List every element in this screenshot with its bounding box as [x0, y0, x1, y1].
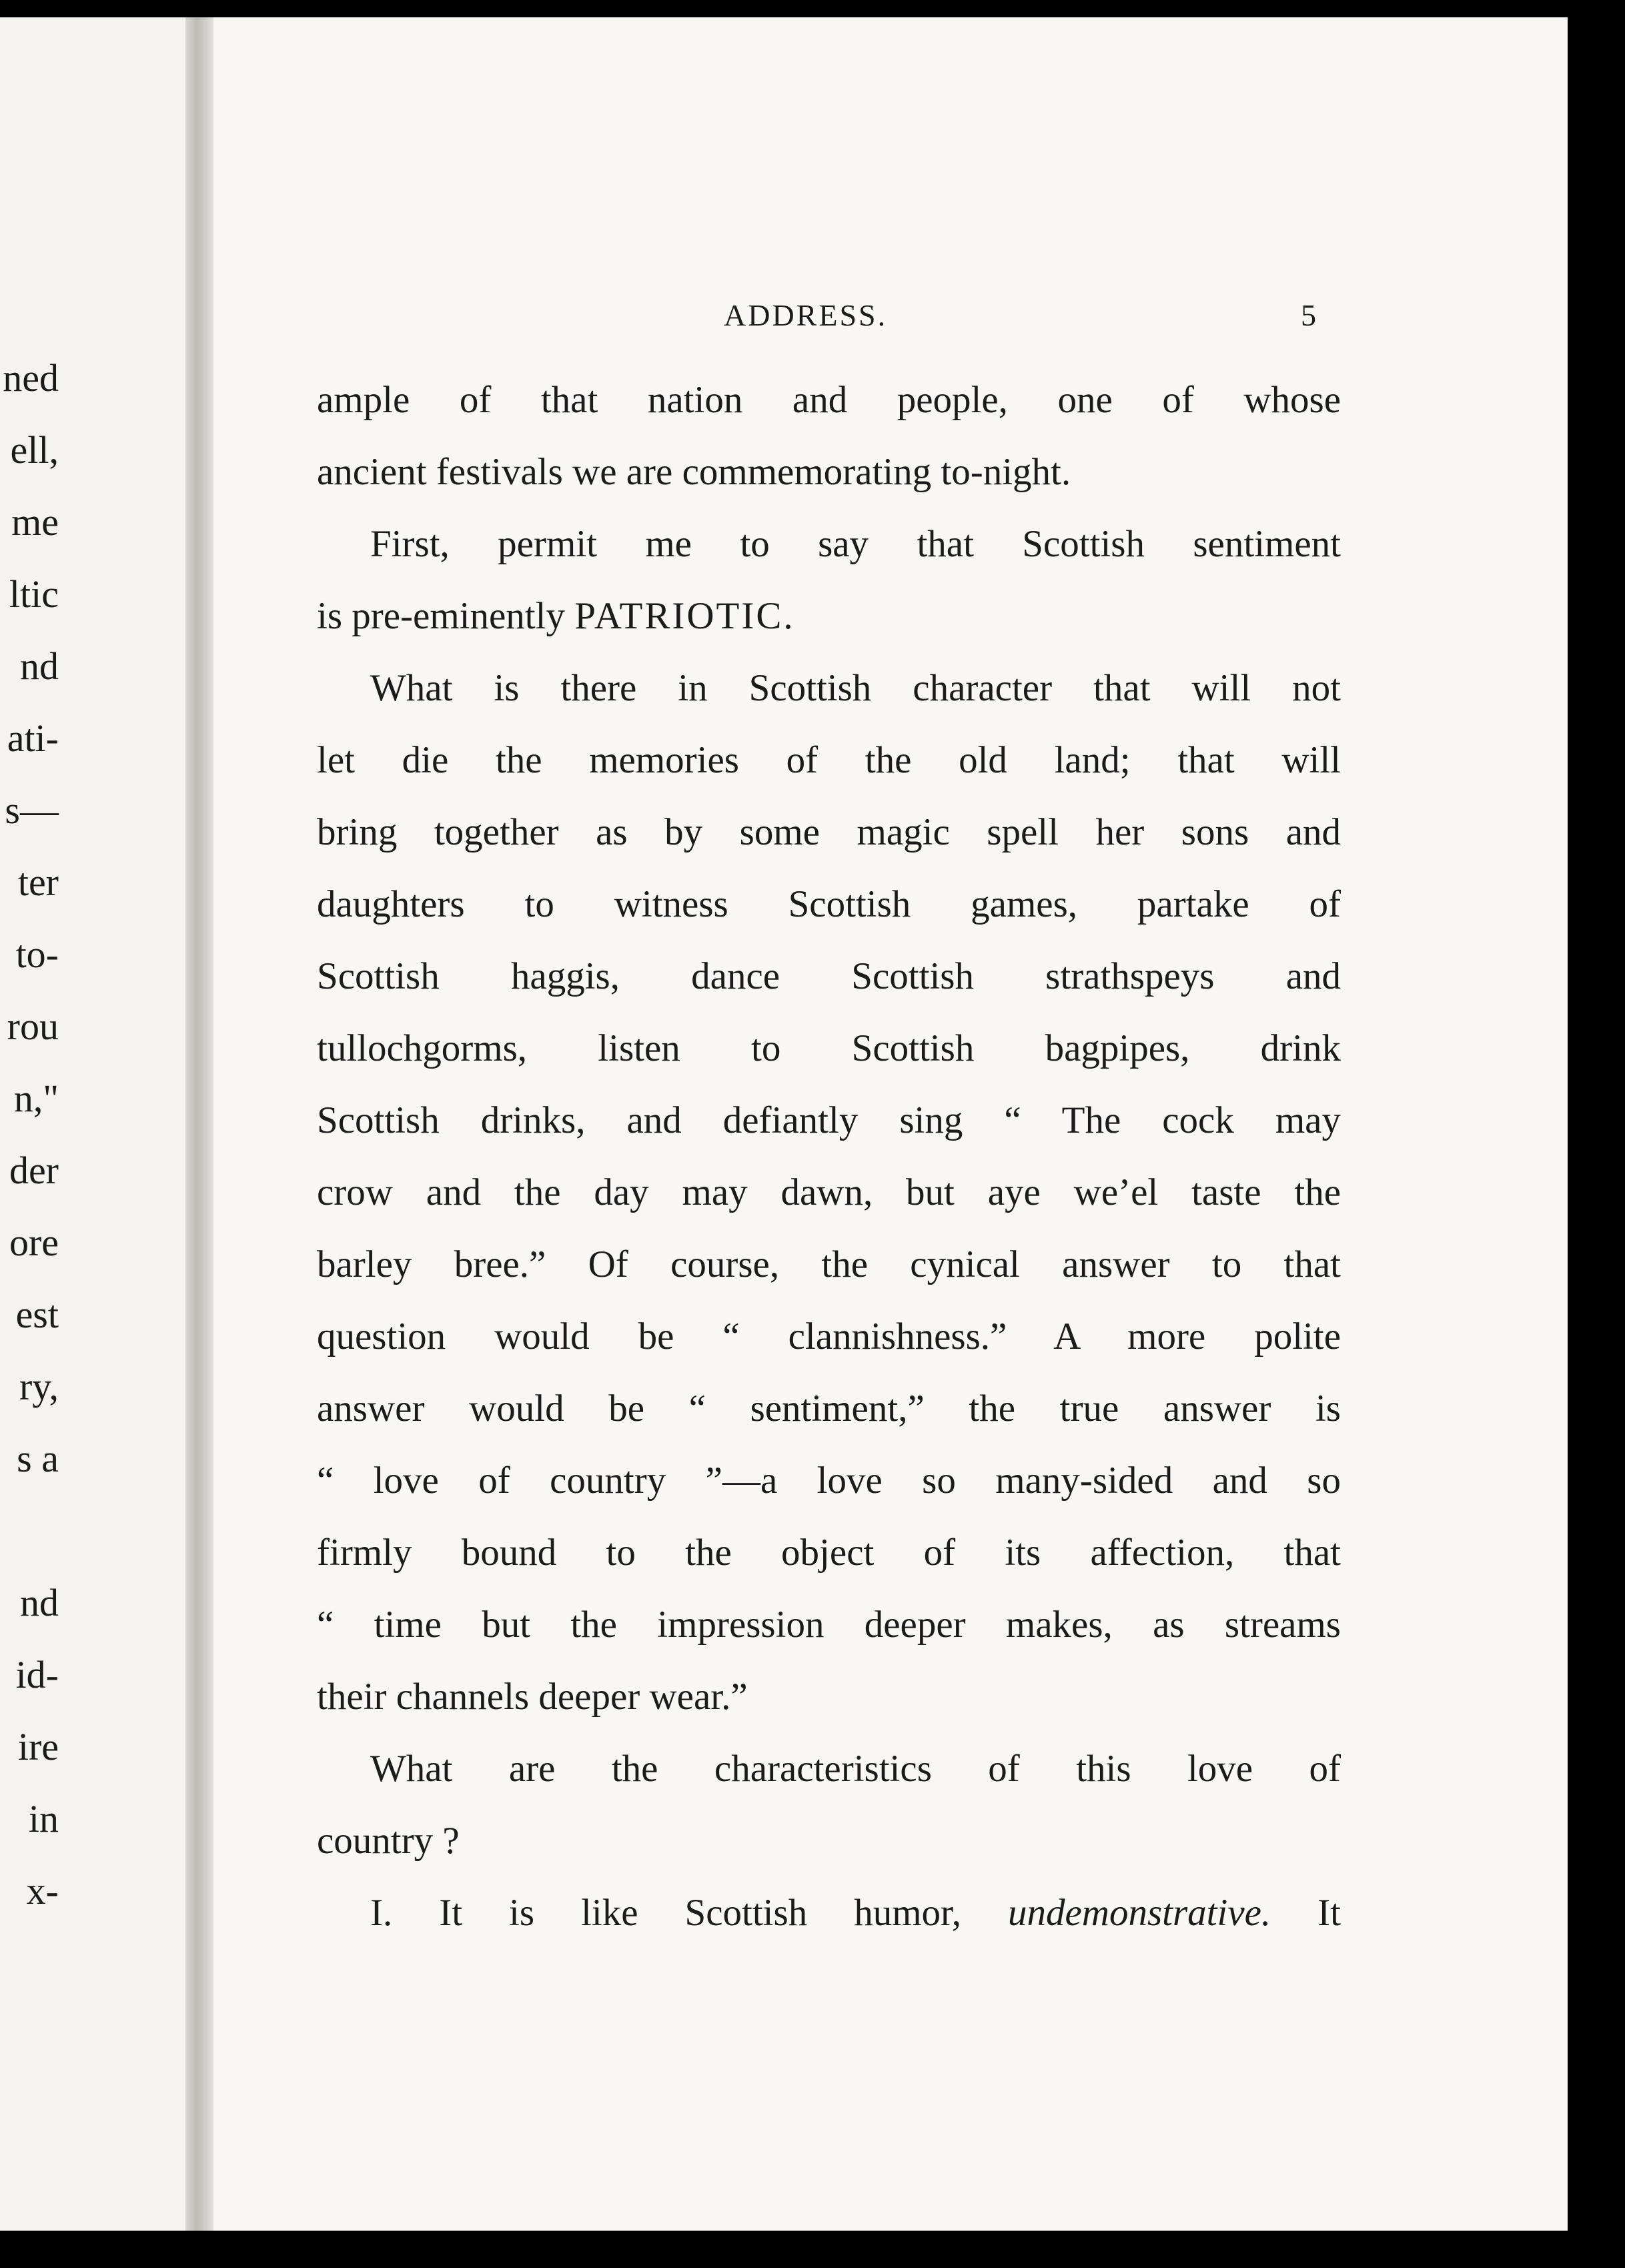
left-fragment: ell,	[10, 428, 59, 472]
text-line: let die the memories of the old land; that will	[317, 739, 1341, 781]
left-fragment: to-	[15, 933, 59, 976]
left-fragment: n,"	[13, 1077, 59, 1120]
left-fragment: s a	[17, 1437, 59, 1480]
previous-page-edge	[0, 17, 185, 2231]
left-fragment: ned	[3, 356, 59, 400]
text-line: Scottish haggis, dance Scottish strathspeys and	[317, 955, 1341, 997]
left-fragment: rou	[7, 1005, 59, 1048]
body-text	[317, 364, 1341, 1949]
emphasis-smallcaps: PATRIOTIC.	[574, 595, 795, 637]
text-line: daughters to witness Scottish games, partake of	[317, 883, 1341, 925]
text-line: bring together as by some magic spell her sons and	[317, 811, 1341, 853]
left-fragment: me	[11, 500, 59, 544]
left-fragment: x-	[26, 1869, 59, 1912]
left-fragment: ry,	[19, 1365, 59, 1408]
text-line: question would be “ clannishness.” A more polite	[317, 1315, 1341, 1357]
scan-border	[1568, 0, 1625, 2268]
left-fragment: ire	[17, 1725, 59, 1768]
left-fragment: nd	[20, 1581, 59, 1624]
text-line: firmly bound to the object of its affection, that	[317, 1532, 1341, 1574]
text-line: ancient festivals we are commemorating to-night.	[317, 451, 1071, 493]
text-line: “ love of country ”—a love so many-sided and so	[317, 1460, 1341, 1502]
text-line: What is there in Scottish character that will not	[370, 667, 1341, 709]
text-line: tullochgorms, listen to Scottish bagpipes, drink	[317, 1027, 1341, 1069]
emphasis-italic: undemonstrative.	[1007, 1892, 1271, 1934]
text-line: country ?	[317, 1820, 460, 1862]
text-line: What are the characteristics of this love of	[370, 1748, 1341, 1790]
running-head: ADDRESS.	[724, 298, 888, 332]
text-line: crow and the day may dawn, but aye we’el taste the	[317, 1171, 1341, 1213]
left-fragment: ltic	[9, 572, 59, 616]
book-page	[213, 17, 1568, 2231]
left-fragment: der	[9, 1149, 59, 1192]
text-line: their channels deeper wear.”	[317, 1676, 748, 1718]
text-line	[317, 580, 1341, 652]
text-line: barley bree.” Of course, the cynical answer to that	[317, 1243, 1341, 1285]
text-fragment: I. It is like Scottish humor,	[370, 1892, 1008, 1934]
text-line: ample of that nation and people, one of whose	[317, 379, 1341, 421]
text-line: First, permit me to say that Scottish sentiment	[370, 523, 1341, 565]
text-line: answer would be “ sentiment,” the true answer is	[317, 1387, 1341, 1430]
page-number: 5	[1301, 298, 1316, 332]
left-fragment: ter	[17, 861, 59, 904]
text-fragment: is pre-eminently	[317, 595, 575, 637]
text-line: “ time but the impression deeper makes, as streams	[317, 1604, 1341, 1646]
text-line	[317, 1877, 1341, 1949]
left-fragment: ore	[9, 1221, 59, 1264]
left-fragment: in	[28, 1797, 59, 1840]
book-gutter	[185, 17, 213, 2231]
left-fragment: est	[15, 1293, 59, 1336]
page-header	[213, 298, 1568, 338]
text-line: Scottish drinks, and defiantly sing “ The cock may	[317, 1099, 1341, 1141]
left-fragment: ati-	[7, 716, 59, 760]
left-fragment: s—	[5, 788, 59, 832]
left-fragment: nd	[20, 644, 59, 688]
left-fragment: id-	[15, 1653, 59, 1696]
text-fragment: It	[1271, 1892, 1341, 1934]
